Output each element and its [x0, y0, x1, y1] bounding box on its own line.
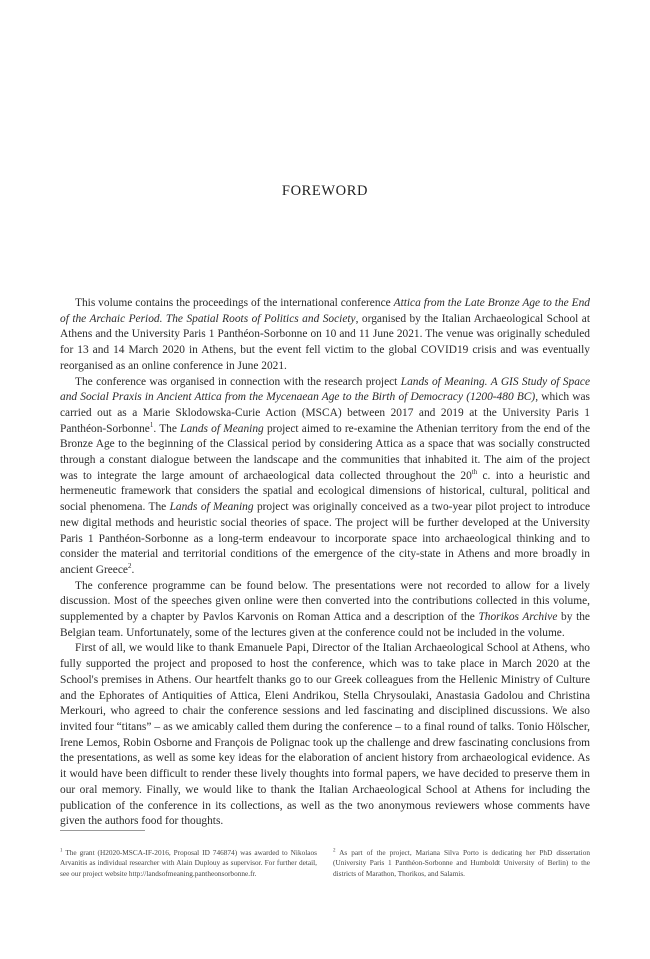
- italic-title: Attica from the Late Bronze Age to the End of the Archaic Period. The Spatial Roots of Politics and Society: [60, 297, 590, 325]
- footnote-1-number: 1: [60, 848, 63, 854]
- footnote-marker[interactable]: th: [471, 467, 478, 476]
- footnote-1-text: The grant (H2020-MSCA-IF-2016, Proposal ID 746874) was awarded to Nikolaos Arvanitis as individual researcher with Alain Duplouy as supervisor. For further detail, see our project website http://landsofmeaning.pantheonsorbonne.fr.: [60, 848, 317, 878]
- text-run: project aimed to re-examine the Athenian territory from the end of the Bronze Age to the beginning of the Classical period by considering Attica as a space that was socially constructed through a constant dialogue between the landscape and the communities that inhabited it. The aim of the project was to integrate the large amount of archaeological data collected throughout the 20: [60, 422, 591, 482]
- footnote-marker[interactable]: 1: [149, 420, 154, 429]
- paragraph-2: [60, 375, 590, 579]
- italic-title: Lands of Meaning. A GIS Study of Space and Social Praxis in Ancient Attica from the Mycenaean Age to the Birth of Democracy (1200-480 BC): [60, 375, 591, 404]
- text-run: . The: [153, 422, 181, 435]
- footnote-2-text: As part of the project, Mariana Silva Porto is dedicating her PhD dissertation (University Paris 1 Panthéon-Sorbonne and Humboldt University of Berlin) to the districts of Marathon, Thorikos, and Salamis.: [333, 848, 590, 878]
- text-run: by the Belgian team. Unfortunately, some of the lectures given at the conference could not be included in the volume.: [60, 611, 590, 639]
- text-run: , organised by the Italian Archaeological School at Athens and the University Paris 1 Panthéon-Sorbonne on 10 and 11 June 2021. The venue was originally scheduled for 13 and 14 March 2020 in Athens, but the event fell victim to the global COVID19 crisis and was eventually reorganised as an online conference in June 2021.: [60, 312, 590, 372]
- text-run: This volume contains the proceedings of the international conference: [75, 297, 394, 309]
- paragraph-1: [60, 296, 590, 375]
- footnotes: [60, 848, 590, 879]
- page-title: FOREWORD: [281, 183, 369, 199]
- body-text: [60, 296, 590, 830]
- text-run: .: [131, 563, 135, 576]
- paragraph-3: [60, 579, 590, 642]
- footnote-2: [333, 848, 590, 879]
- footnote-rule: [60, 830, 145, 831]
- text-run: First of all, we would like to thank Emanuele Papi, Director of the Italian Archaeological School at Athens, who fully supported the project and proposed to host the conference, which was to take place in March 2020 at the School's premises in Athens. Our heartfelt thanks go to our Greek colleagues from the Hellenic Ministry of Culture and the Ephorates of Antiquities of Attica, Eleni Andrikou, Stella Chrysoulaki, Anastasia Gadolou and Christina Merkouri, who agreed to chair the conference sessions and led fascinating and disciplined discussions. We also invited four “titans” – as we amicably called them during the conference – to a final round of talks. Tonio Hölscher, Irene Lemos, Robin Osborne and François de Polignac took up the challenge and drew fascinating conclusions from the presentations, as well as some key ideas for the elaboration of ancient history from archaeological evidence. As it would have been difficult to render these lively thoughts into formal papers, we have decided to preserve them in our oral memory. Finally, we would like to thank the Italian Archaeological School at Athens for including the publication of the conference in its collections, as well as the two anonymous reviewers whose comments have given the authors food for thoughts.: [60, 642, 590, 828]
- text-run: The conference was organised in connection with the research project: [75, 375, 401, 388]
- text-run: project was originally conceived as a two-year pilot project to introduce new digital methods and heuristic social theories of space. The project will be further developed at the University Paris 1 Panthéon-Sorbonne as a long-term endeavour to incorporate space into archaeological thinking and to consider the material and territorial conditions of the emergence of the city-state in Athens and more broadly in ancient Greece: [60, 501, 590, 576]
- footnote-1: [60, 848, 317, 879]
- paragraph-4: [60, 641, 590, 829]
- text-run: c. into a heuristic and hermeneutic framework that considers the spatial and ecological dimensions of historical, cultural, political and social phenomena. The: [60, 469, 590, 514]
- text-run: , which was carried out as a Marie Sklodowska-Curie Action (MSCA) between 2017 and 2019 at the University Paris 1 Panthéon-Sorbonne: [60, 391, 590, 435]
- text-run: The conference programme can be found below. The presentations were not recorded to allow for a lively discussion. Most of the speeches given online were then converted into the contributions collected in this volume, supplemented by a chapter by Pavlos Karvonis on Roman Attica and a description of the: [60, 579, 590, 624]
- footnote-marker[interactable]: 2: [127, 562, 132, 571]
- italic-title: Lands of Meaning: [169, 501, 254, 514]
- footnote-2-number: 2: [333, 848, 336, 854]
- italic-title: Thorikos Archive: [478, 611, 558, 624]
- italic-title: Lands of Meaning: [180, 422, 264, 435]
